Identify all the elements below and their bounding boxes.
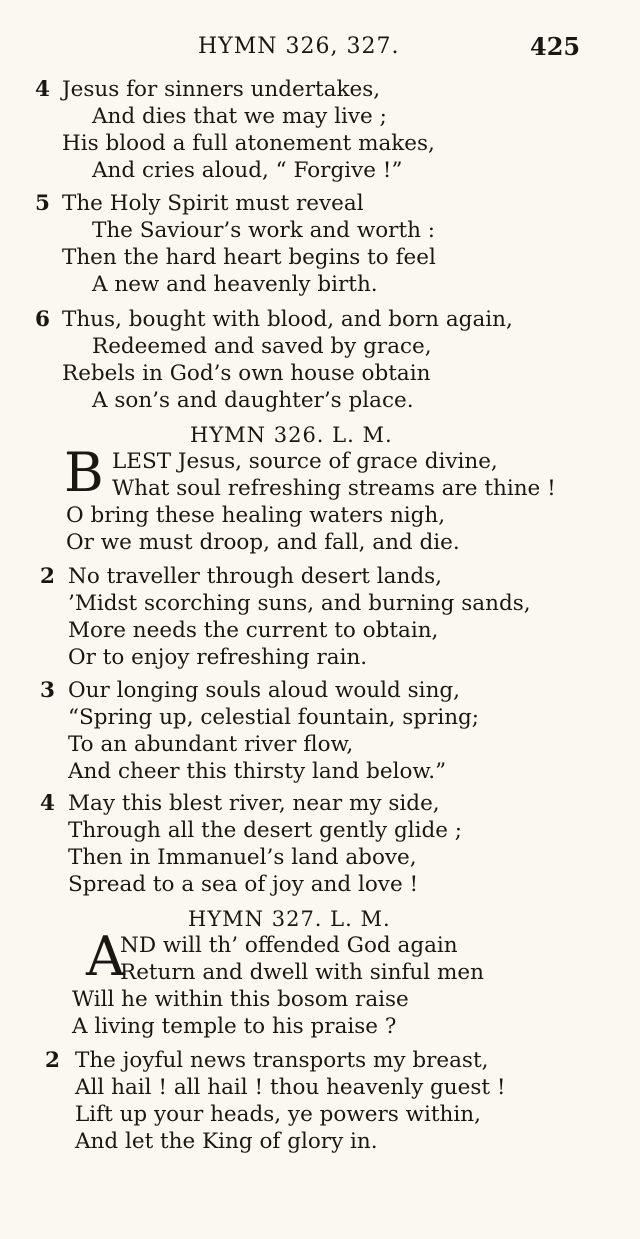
- stanza-number: 6: [35, 307, 50, 332]
- verse-line: A new and heavenly birth.: [92, 272, 378, 297]
- verse-line: And let the King of glory in.: [75, 1129, 378, 1154]
- stanza-number: 4: [35, 77, 50, 102]
- verse-line: More needs the current to obtain,: [68, 618, 439, 643]
- verse-line: A living temple to his praise ?: [72, 1014, 397, 1039]
- verse-line: Jesus for sinners undertakes,: [62, 77, 381, 102]
- verse-line: What soul refreshing streams are thine !: [112, 476, 556, 501]
- verse-line: And cries aloud, “ Forgive !”: [92, 158, 403, 183]
- stanza-number: 2: [45, 1048, 60, 1073]
- running-head: [0, 30, 640, 66]
- hymn-heading: HYMN 326. L. M.: [190, 423, 393, 447]
- verse-line: And cheer this thirsty land below.”: [68, 759, 447, 784]
- verse-line: The Holy Spirit must reveal: [62, 191, 364, 216]
- verse-line: Our longing souls aloud would sing,: [68, 678, 461, 703]
- stanza-number: 3: [40, 678, 55, 703]
- verse-line: O bring these healing waters nigh,: [66, 503, 446, 528]
- verse-line: Rebels in God’s own house obtain: [62, 361, 431, 386]
- verse-line: And dies that we may live ;: [92, 104, 387, 129]
- verse-line: Thus, bought with blood, and born again,: [62, 307, 513, 332]
- verse-line: The joyful news transports my breast,: [75, 1048, 489, 1073]
- verse-line: ND will th’ offended God again: [120, 933, 458, 958]
- hymn-heading: HYMN 327. L. M.: [188, 907, 391, 931]
- verse-line: All hail ! all hail ! thou heavenly guest !: [75, 1075, 506, 1100]
- verse-line: Through all the desert gently glide ;: [68, 818, 463, 843]
- stanza-number: 5: [35, 191, 50, 216]
- verse-line: ’Midst scorching suns, and burning sands,: [68, 591, 531, 616]
- stanza-number: 4: [40, 791, 55, 816]
- page-number: 425: [530, 32, 581, 61]
- running-title: HYMN 326, 327.: [198, 34, 400, 59]
- verse-line: Will he within this bosom raise: [72, 987, 409, 1012]
- verse-line: Return and dwell with sinful men: [120, 960, 484, 985]
- verse-line: To an abundant river flow,: [68, 732, 354, 757]
- verse-line: Spread to a sea of joy and love !: [68, 872, 419, 897]
- verse-line: Or we must droop, and fall, and die.: [66, 530, 460, 555]
- verse-line: A son’s and daughter’s place.: [92, 388, 414, 413]
- verse-line: May this blest river, near my side,: [68, 791, 440, 816]
- verse-line: Then in Immanuel’s land above,: [68, 845, 417, 870]
- stanza-number: 2: [40, 564, 55, 589]
- drop-cap: A: [86, 925, 125, 988]
- verse-line: No traveller through desert lands,: [68, 564, 442, 589]
- verse-line: Redeemed and saved by grace,: [92, 334, 432, 359]
- verse-line: Lift up your heads, ye powers within,: [75, 1102, 481, 1127]
- drop-cap: B: [64, 441, 104, 504]
- verse-line: “Spring up, celestial fountain, spring;: [68, 705, 480, 730]
- verse-line: Or to enjoy refreshing rain.: [68, 645, 368, 670]
- verse-line: His blood a full atonement makes,: [62, 131, 435, 156]
- verse-line: LEST Jesus, source of grace divine,: [112, 449, 498, 474]
- verse-line: Then the hard heart begins to feel: [62, 245, 436, 270]
- verse-line: The Saviour’s work and worth :: [92, 218, 436, 243]
